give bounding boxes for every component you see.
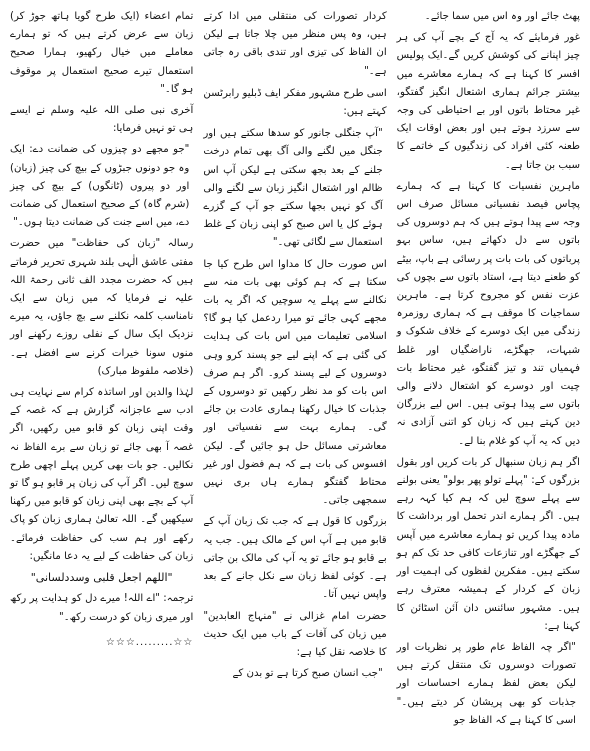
paragraph: لہٰذا والدین اور اساتذہ کرام سے نہایت ہی ادب سے عاجزانہ گزارش ہے کہ غصہ کے وقت اپنی زبان کو قابو میں رکھیں، اگر غصہ آ بھی جائے تو زبان سے برے الفاظ نہ نکالیں۔ جو بات بھی کریں پہلے اچھی طرح سوچ لیں۔ اگر آپ کی زبان پر قابو ہو گا تو آپ کے بچے بھی اپنی زبان کو قابو میں رکھنا سیکھیں گے۔ اللہ تعالیٰ ہماری زبان کو پاک رکھے اور ہم سب کی حفاظت فرمائے۔ زبان کی حفاظت کے لیے یہ دعا مانگیں: [10,387,194,562]
paragraph: ماہرین نفسیات کا کہنا ہے کہ ہمارے پچاس فیصد نفسیاتی مسائل صرف اس وجہ سے پیدا ہوتے ہیں کہ ہم دوسروں کی باتوں سے دل دکھاتے ہیں، ساس بہو پرباتوں کی بات بات پر رسائی ہے باپ، بیٹے کو طعنے دیتا ہے، استاد باتوں سے بچوں کی عزت نفس کو مجروح کرتا ہے۔ ماہرین سماجیات کا موقف ہے کہ ہماری روزمرہ زندگی میں ایک دوسرے کے خلاف شکوک و شبہات، جھگڑے، ناراضگیاں اور غلط فہمیاں تند و تیز گفتگو، غیر محتاط بات چیت اور دوسرے کو اشتعال دلانے والی باتوں سے پیدا ہوتی ہیں۔ اس لیے بزرگان دین کہتے ہیں کہ زبان کو اتنی آزادی نہ دیں کہ یہ آپ کو غلام بنا لے۔ [396,180,580,447]
hadith-quote: "جو مجھے دو چیزوں کی ضمانت دے: ایک وہ جو دونوں جبڑوں کے بیچ کی چیز (زبان) اور دو پیروں (ٹانگوں) کے بیچ کی چیز (شرم گاہ) کے صحیح استعمال کی ضمانت دے، میں اسے جنت کی ضمانت دیتا ہوں۔" [10,144,190,229]
dua-arabic: "اللھم اجعل قلبی وسددلسانی" [30,571,173,585]
quote-paragraph: "آپ جنگلی جانور کو سدھا سکتے ہیں اور جنگل میں لگنے والی آگ بھی تمام درخت جلنے کے بعد بجھ سکتی ہے لیکن آپ اس ظالم اور اشتعال انگیز زبان سے لگنے والی آگ کو نہیں بجھا سکتے جو آپ کے گزرے ہوئے کل یا اس صبح کو اپنی زبان کے غلط استعمال سے لگائی تھی۔" [203,128,383,249]
end-ornament: ☆☆☆.........☆☆ [105,636,194,648]
text-columns [10,8,580,743]
column-middle [203,8,386,743]
paragraph: رسالہ "زبان کی حفاظت" میں حضرت مفتی عاشق الٰہی بلند شہری تحریر فرماتے ہیں کہ حضرت مجدد الف ثانی رحمۃ اللہ علیہ نے فرمایا کہ میں زبان سے ایک نامناسب کلمہ نکلنے سے بچ جاؤں، یہ میرے نزدیک ایک سال کے نفلی روزے رکھنے اور منوں سونا خیرات کرنے سے افضل ہے۔ (خلاصہ ملفوظ مبارک) [10,238,194,377]
quote-paragraph: "اگر چہ الفاظ عام طور پر نظریات اور تصورات دوسروں تک منتقل کرتے ہیں لیکن بعض لفظ ہمارے احساسات اور جذبات کو بھی پریشان کر دیتے ہیں۔" اسی کا کہنا ہے کہ الفاظ جو [396,641,576,726]
paragraph: غور فرمایئے کہ یہ آج کے بچے آپ کی ہر چیز اپنانے کی کوشش کریں گے۔ایک پولیس افسر کا کہنا ہے کہ ہمارے معاشرے میں بیشتر جرائم ہماری اشتعال انگیز گفتگو، غیر محتاط باتوں اور بے احتیاطی کی وجہ سے سرزد ہوتے ہیں اور بعض اوقات ایک طعنہ کئی افراد کی زندگیوں کے خاتمے کا سبب بن جاتا ہے۔ [396,32,580,171]
dua-translation: ترجمہ: "اے اللہ! میرے دل کو ہدایت پر رکھ اور میری زبان کو درست رکھ۔" [10,593,194,623]
paragraph: حضرت امام غزالی نے "منہاج العابدین" میں زبان کی آفات کے باب میں ایک حدیث کا خلاصہ نقل کیا ہے: [203,610,387,658]
paragraph: اس صورت حال کا مداوا اس طرح کیا جا سکتا ہے کہ ہم کوئی بھی بات منہ سے نکالنے سے پہلے یہ سوچیں کہ اگر یہ بات مجھے کہی جائے تو میرا ردعمل کیا ہو گا؟ اسلامی تعلیمات میں اس بات کی ہدایت کی گئی ہے کہ اپنے لیے جو پسند کرو وہی دوسروں کے لیے پسند کرو۔ اگر ہم صرف اس بات کو مد نظر رکھیں تو دوسروں کے جذبات کا خیال رکھنا ہماری عادت بن جائے گی۔ ہمارے بہت سے نفسیاتی اور معاشرتی مسائل حل ہو جائیں گے۔ لیکن افسوس کی بات ہے کہ ہم فضول اور غیر محتاط گفتگو ہمارے ہاں بری نہیں سمجھی جاتی۔ [203,258,387,507]
paragraph: اگر ہم زبان سنبھال کر بات کریں اور بقول بزرگوں کے: "پہلے تولو پھر بولو" یعنی بولنے سے پہلے سوچ لیں کہ ہم کیا کہہ رہے ہیں۔ اگر ہمارے اندر تحمل اور برداشت کا مادہ پیدا کریں تو ہمارے معاشرے میں آپس کے جھگڑے اور تنازعات کافی حد تک کم ہو سکتے ہیں۔ مفکرین لفظوں کی اہمیت اور زبان کے کردار کے ہمیشہ معترف رہے ہیں۔ مشہور سائنس دان آئن اسٹائن کا کہنا ہے: [396,456,580,632]
paragraph: کردار تصورات کی منتقلی میں ادا کرتے ہیں، وہ پس منظر میں چلا جاتا ہے لیکن ان الفاظ کی تیزی اور تندی باقی رہ جاتی ہے۔" [203,11,387,77]
column-left [10,8,193,743]
paragraph: آخری نبی صلی اللہ علیہ وسلم نے ایسے ہی تو نہیں فرمایا: [10,105,194,135]
column-right [397,8,580,743]
paragraph: تمام اعضاء (ایک طرح گویا ہاتھ جوڑ کر) زبان سے عرض کرتے ہیں کہ تو ہمارے معاملے میں خیال رکھیو، ہمارا صحیح استعمال تیرے صحیح استعمال پر موقوف ہو گا۔" [10,11,194,95]
paragraph: بزرگوں کا قول ہے کہ جب تک زبان آپ کے قابو میں ہے آپ اس کے مالک ہیں۔ جب یہ بے قابو ہو جائے تو یہ آپ کی مالک بن جاتی ہے۔ کوئی لفظ زبان سے نکل جانے کے بعد واپس نہیں آتا۔ [203,516,387,601]
attribution-line: اسی طرح مشہور مفکر ایف ڈبلیو رابرٹسن کہتے ہیں: [203,87,387,118]
paragraph: پھٹ جائے اور وہ اس میں سما جائے۔ [424,11,580,22]
quote-paragraph: "جب انسان صبح کرتا ہے تو بدن کے [232,668,383,680]
